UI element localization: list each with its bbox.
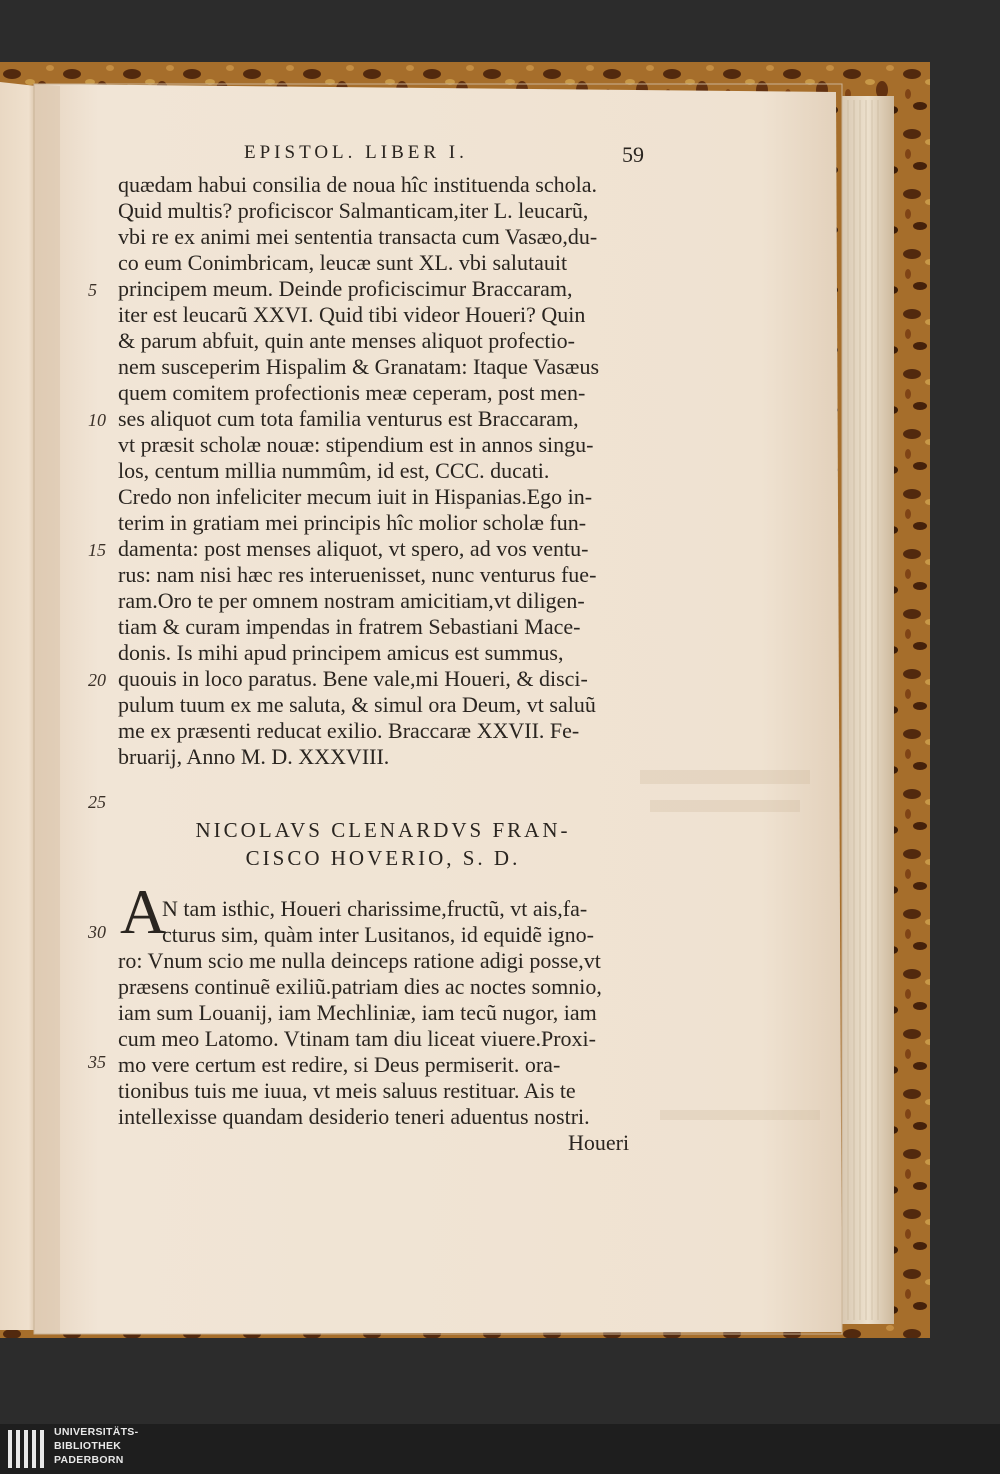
running-head — [244, 142, 644, 172]
line-number: 20 — [88, 670, 106, 690]
text-line: bruarij, Anno M. D. XXXVIII. — [118, 744, 390, 769]
text-line: quem comitem profectionis meæ ceperam, post men- — [118, 380, 586, 405]
text-line: Credo non infeliciter mecum iuit in Hispanias.Ego in- — [118, 484, 593, 509]
text-line: iam sum Louanij, iam Mechliniæ, iam tecũ nugor, iam — [118, 1000, 597, 1025]
text-line: quouis in loco paratus. Bene vale,mi Houeri, & disci- — [118, 666, 588, 691]
text-line: cturus sim, quàm inter Lusitanos, id equidẽ igno- — [162, 922, 594, 947]
text-line: los, centum millia nummûm, id est, CCC. ducati. — [118, 458, 550, 483]
text-line: ses aliquot cum tota familia venturus est Braccaram, — [118, 406, 579, 431]
text-line: præsens continuẽ exiliũ.patriam dies ac noctes somnio, — [118, 974, 602, 999]
line-number: 30 — [88, 922, 106, 942]
text-line: iter est leucarũ XXVI. Quid tibi videor Houeri? Quin — [118, 302, 586, 327]
text-line: ram.Oro te per omnem nostram amicitiam,vt diligen- — [118, 588, 585, 613]
text-line: cum meo Latomo. Vtinam tam diu liceat viuere.Proxi- — [118, 1026, 596, 1051]
line-number: 35 — [88, 1052, 106, 1072]
text-line: donis. Is mihi apud principem amicus est summus, — [118, 640, 564, 665]
library-name-line2: BIBLIOTHEK — [54, 1440, 122, 1452]
text-line: rus: nam nisi hæc res interuenisset, nunc venturus fue- — [118, 562, 597, 587]
text-line: pulum tuum ex me saluta, & simul ora Deum, vt saluũ — [118, 692, 596, 717]
library-logo-icon — [6, 1428, 46, 1470]
letter-heading-line1: NICOLAVS CLENARDVS FRAN- — [195, 818, 571, 842]
line-number: 5 — [88, 280, 97, 300]
page-number: 59 — [622, 142, 644, 167]
line-number: 15 — [88, 540, 106, 560]
drop-capital: A — [120, 876, 167, 947]
text-line: principem meum. Deinde proficiscimur Braccaram, — [118, 276, 573, 301]
library-name-line3: PADERBORN — [54, 1454, 124, 1466]
line-number: 10 — [88, 410, 106, 430]
running-head-title: EPISTOL. LIBER I. — [244, 142, 468, 163]
text-line: mo vere certum est redire, si Deus permiserit. ora- — [118, 1052, 561, 1077]
text-line: N tam isthic, Houeri charissime,fructũ, vt ais,fa- — [162, 896, 588, 921]
text-line: tiam & curam impendas in fratrem Sebastiani Mace- — [118, 614, 581, 639]
text-line: & parum abfuit, quin ante menses aliquot profectio- — [118, 328, 575, 353]
line-number: 25 — [88, 792, 106, 812]
text-line: co eum Conimbricam, leucæ sunt XL. vbi salutauit — [118, 250, 568, 275]
text-line: nem susceperim Hispalim & Granatam: Itaque Vasæus — [118, 354, 600, 379]
catchword: Houeri — [568, 1130, 630, 1155]
text-line: tionibus tuis me iuua, vt meis saluus restituar. Ais te — [118, 1078, 576, 1103]
text-line: quædam habui consilia de noua hîc instituenda schola. — [118, 172, 598, 197]
text-line: vbi re ex animi mei sententia transacta cum Vasæo,du- — [118, 224, 598, 249]
text-line: ro: Vnum scio me nulla deinceps ratione adigi posse,vt — [118, 948, 601, 973]
text-line: me ex præsenti reducat exilio. Braccaræ XXVII. Fe- — [118, 718, 580, 743]
library-footer — [0, 1424, 1000, 1474]
text-line: intellexisse quandam desiderio teneri aduentus nostri. — [118, 1104, 590, 1129]
letter-heading-line2: CISCO HOVERIO, S. D. — [245, 846, 521, 870]
text-line: vt præsit scholæ nouæ: stipendium est in annos singu- — [118, 432, 594, 457]
text-line: damenta: post menses aliquot, vt spero, ad vos ventu- — [118, 536, 589, 561]
library-name-line1: UNIVERSITÄTS- — [54, 1426, 139, 1438]
text-line: terim in gratiam mei principis hîc molior scholæ fun- — [118, 510, 587, 535]
text-line: Quid multis? proficiscor Salmanticam,iter L. leucarũ, — [118, 198, 589, 223]
